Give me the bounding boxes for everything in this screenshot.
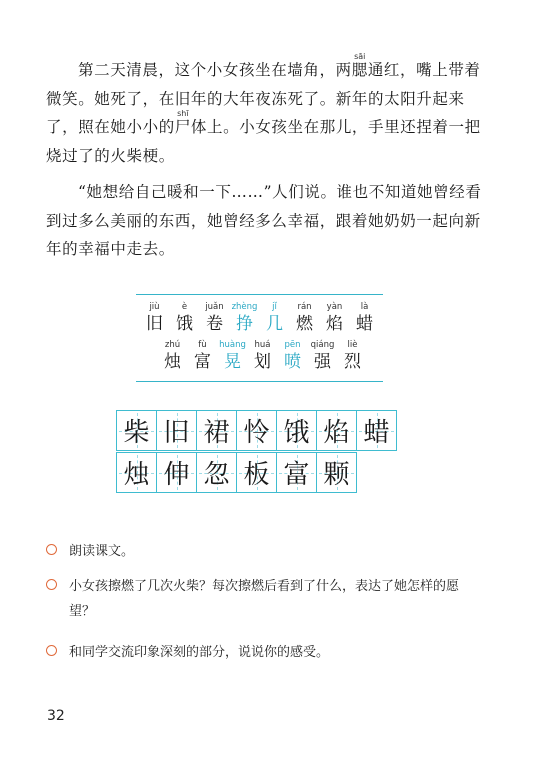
- paragraph-1-part-3: 体上。小女孩坐在那儿，手里还捏着一把烧过了的火柴梗。: [46, 118, 481, 165]
- vocab-char: 烛: [164, 352, 181, 372]
- vocab-char: 卷: [206, 314, 223, 334]
- vocab-item: [352, 301, 378, 335]
- vocab-char: 蜡: [356, 314, 373, 334]
- vocab-item: [310, 339, 336, 373]
- vocab-row-2: [136, 339, 383, 373]
- vocab-pinyin: huá: [254, 340, 271, 350]
- vocab-pinyin: là: [360, 302, 369, 312]
- vocab-pinyin: liè: [347, 340, 358, 350]
- question-bullet-icon: [46, 645, 57, 656]
- sai-pinyin: sāi: [351, 52, 368, 61]
- vocab-item-highlight: [220, 339, 246, 373]
- vocab-pinyin: juǎn: [205, 302, 224, 312]
- paragraph-2-text: “她想给自己暖和一下……”人们说。谁也不知道她曾经看到过多么美丽的东西，她曾经多么幸福，跟着她奶奶一起向新年的幸福中走去。: [46, 183, 482, 258]
- vocab-item-highlight: [262, 301, 288, 335]
- vocab-pinyin: zhèng: [231, 302, 258, 312]
- grid-char: 柴: [123, 418, 150, 448]
- vocab-char: 烈: [344, 352, 361, 372]
- vocab-item: [190, 339, 216, 373]
- shi-char: 尸: [174, 118, 191, 136]
- grid-char: 蜡: [363, 418, 390, 448]
- vocab-pinyin: pēn: [284, 340, 301, 350]
- vocab-item-highlight: [280, 339, 306, 373]
- grid-cell: [236, 452, 277, 493]
- grid-char: 忽: [203, 460, 230, 490]
- grid-cell: [276, 452, 317, 493]
- vocab-item: [250, 339, 276, 373]
- vocab-char: 喷: [284, 352, 301, 372]
- grid-char: 富: [283, 460, 310, 490]
- vocab-char: 饿: [176, 314, 193, 334]
- vocab-pinyin: jiù: [149, 302, 160, 312]
- vocab-pinyin: fù: [198, 340, 207, 350]
- grid-cell: [316, 410, 357, 451]
- question-text: 朗读课文。: [69, 544, 135, 559]
- vocab-char: 焰: [326, 314, 343, 334]
- grid-cell: [236, 410, 277, 451]
- story-paragraph-1: [46, 52, 486, 170]
- vocab-char: 富: [194, 352, 211, 372]
- vocab-char: 挣: [236, 314, 253, 334]
- vocab-char: 强: [314, 352, 331, 372]
- vocab-pinyin: jǐ: [272, 302, 277, 312]
- grid-char: 焰: [323, 418, 350, 448]
- grid-cell: [196, 452, 237, 493]
- writing-grid-row-2: [116, 453, 357, 493]
- vocab-item: [142, 301, 168, 335]
- question-bullet-icon: [46, 579, 57, 590]
- vocab-char: 几: [266, 314, 283, 334]
- grid-char: 烛: [123, 460, 150, 490]
- vocab-char: 划: [254, 352, 271, 372]
- vocab-pinyin: zhú: [164, 340, 181, 350]
- paragraph-1-part-2: 通红，嘴上带着微笑。她死了，在旧年的大年夜冻死了。新年的太阳升起来了，照在她小小的: [46, 61, 481, 136]
- vocab-pinyin: è: [181, 302, 188, 312]
- grid-cell: [276, 410, 317, 451]
- page-number: 32: [47, 708, 65, 724]
- vocab-pinyin: rán: [297, 302, 312, 312]
- vocab-item: [340, 339, 366, 373]
- grid-cell: [156, 410, 197, 451]
- vocab-item: [172, 301, 198, 335]
- question-3: [46, 640, 486, 665]
- grid-char: 旧: [163, 418, 190, 448]
- grid-cell: [116, 452, 157, 493]
- vocab-char: 晃: [224, 352, 241, 372]
- grid-char: 裙: [203, 418, 230, 448]
- paragraph-1-part-1: 第二天清晨，这个小女孩坐在墙角，两: [78, 61, 352, 79]
- grid-cell: [356, 410, 397, 451]
- question-text: 小女孩擦燃了几次火柴？每次擦燃后看到了什么，表达了她怎样的愿望？: [69, 579, 460, 619]
- vocab-pinyin: huàng: [219, 340, 246, 350]
- grid-cell: [316, 452, 357, 493]
- question-bullet-icon: [46, 544, 57, 555]
- grid-cell: [116, 410, 157, 451]
- vocab-item: [292, 301, 318, 335]
- grid-cell: [196, 410, 237, 451]
- question-2: [46, 574, 486, 624]
- grid-cell: [156, 452, 197, 493]
- vocab-row-1: [136, 301, 383, 335]
- vocab-char: 旧: [146, 314, 163, 334]
- sai-char: 腮: [351, 61, 368, 79]
- vocab-item: [322, 301, 348, 335]
- vocab-pinyin: qiáng: [310, 340, 335, 350]
- grid-char: 伸: [163, 460, 190, 490]
- vocab-char: 燃: [296, 314, 313, 334]
- writing-grid-row-1: [116, 411, 397, 451]
- shi-ruby: [174, 109, 191, 136]
- story-paragraph-2: [46, 178, 486, 264]
- grid-char: 板: [243, 460, 270, 490]
- grid-char: 饿: [283, 418, 310, 448]
- vocab-item: [160, 339, 186, 373]
- grid-char: 颗: [323, 460, 350, 490]
- question-text: 和同学交流印象深刻的部分，说说你的感受。: [69, 645, 330, 660]
- shi-pinyin: shī: [174, 109, 191, 118]
- vocab-item-highlight: [232, 301, 258, 335]
- grid-char: 怜: [243, 418, 270, 448]
- vocab-pinyin: yàn: [326, 302, 343, 312]
- vocabulary-box: [136, 294, 383, 382]
- vocab-item: [202, 301, 228, 335]
- sai-ruby: [351, 52, 368, 79]
- question-1: [46, 539, 486, 564]
